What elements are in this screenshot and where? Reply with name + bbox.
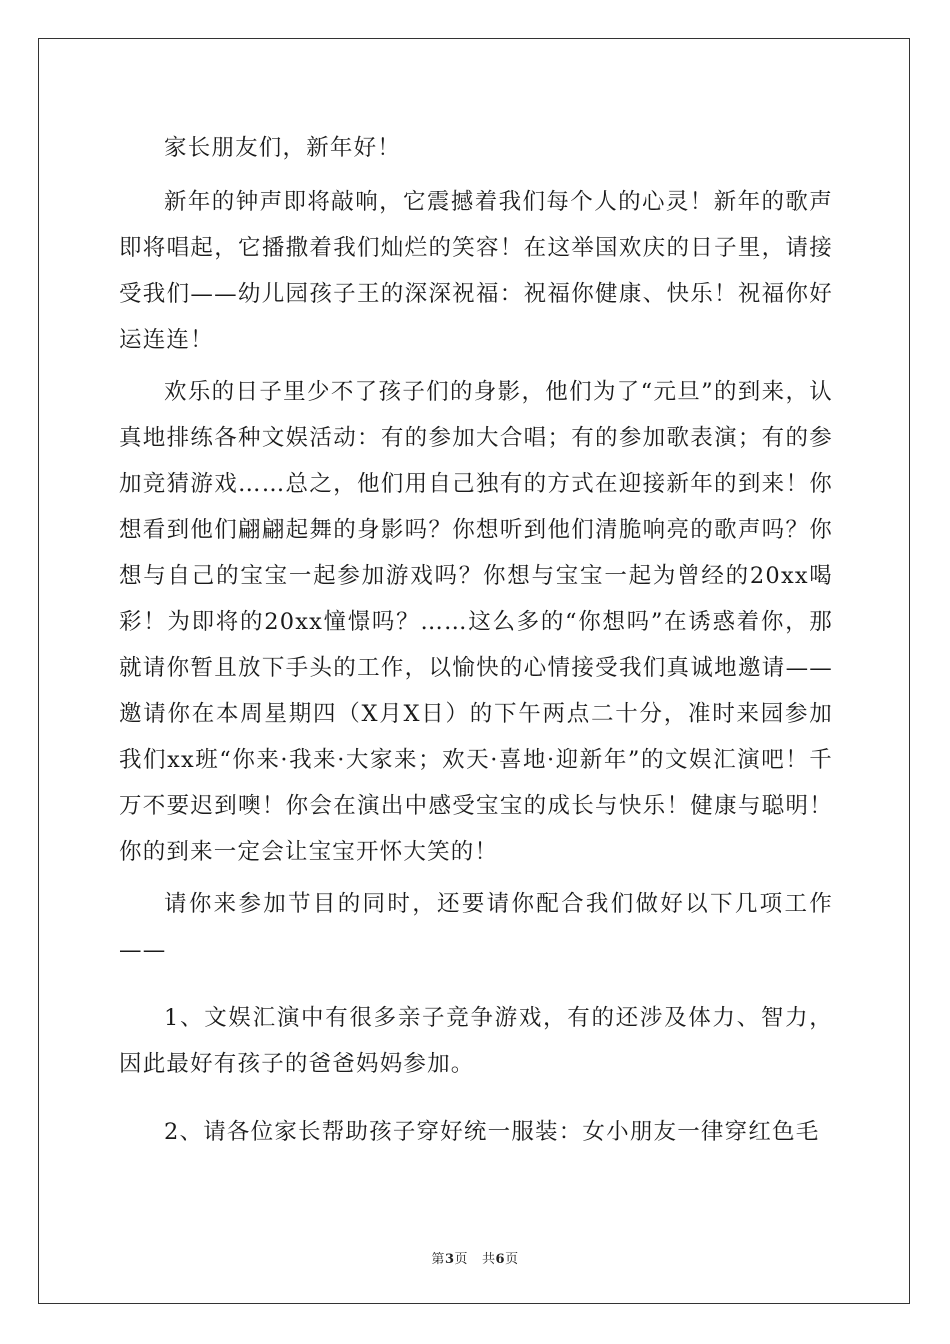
greeting: 家长朋友们，新年好！ — [164, 135, 402, 161]
total-suffix: 页 — [505, 1252, 519, 1267]
page-prefix: 第 — [431, 1252, 445, 1267]
list-item-2: 2、请各位家长帮助孩子穿好统一服装：女小朋友一律穿红色毛 — [164, 1119, 820, 1145]
page-footer — [0, 1248, 950, 1267]
document-body — [119, 125, 833, 1155]
paragraph-cooperation-intro: 请你来参加节目的同时，还要请你配合我们做好以下几项工作—— — [119, 891, 833, 963]
total-prefix: 共 — [482, 1252, 496, 1267]
page-suffix: 页 — [454, 1252, 468, 1267]
list-item-1: 1、文娱汇演中有很多亲子竞争游戏，有的还涉及体力、智力，因此最好有孩子的爸爸妈妈参加。 — [119, 1005, 833, 1077]
paragraph-new-year-wishes: 新年的钟声即将敲响，它震撼着我们每个人的心灵！新年的歌声即将唱起，它播撒着我们灿烂的笑容！在这举国欢庆的日子里，请接受我们——幼儿园孩子王的深深祝福：祝福你健康、快乐！祝福你好运连连！ — [119, 189, 833, 353]
page-number: 3 — [444, 1252, 455, 1267]
total-pages: 6 — [495, 1252, 506, 1267]
paragraph-invitation: 欢乐的日子里少不了孩子们的身影，他们为了“元旦”的到来，认真地排练各种文娱活动：有的参加大合唱；有的参加歌表演；有的参加竞猜游戏……总之，他们用自己独有的方式在迎接新年的到来！你想看到他们翩翩起舞的身影吗？你想听到他们清脆响亮的歌声吗？你想与自己的宝宝一起参加游戏吗？你想与宝宝一起为曾经的20xx喝彩！为即将的20xx憧憬吗？……这么多的“你想吗”在诱惑着你，那就请你暂且放下手头的工作，以愉快的心情接受我们真诚地邀请——邀请你在本周星期四（X月X日）的下午两点二十分，准时来园参加我们xx班“你来·我来·大家来；欢天·喜地·迎新年”的文娱汇演吧！千万不要迟到噢！你会在演出中感受宝宝的成长与快乐！健康与聪明！你的到来一定会让宝宝开怀大笑的！ — [119, 379, 833, 865]
